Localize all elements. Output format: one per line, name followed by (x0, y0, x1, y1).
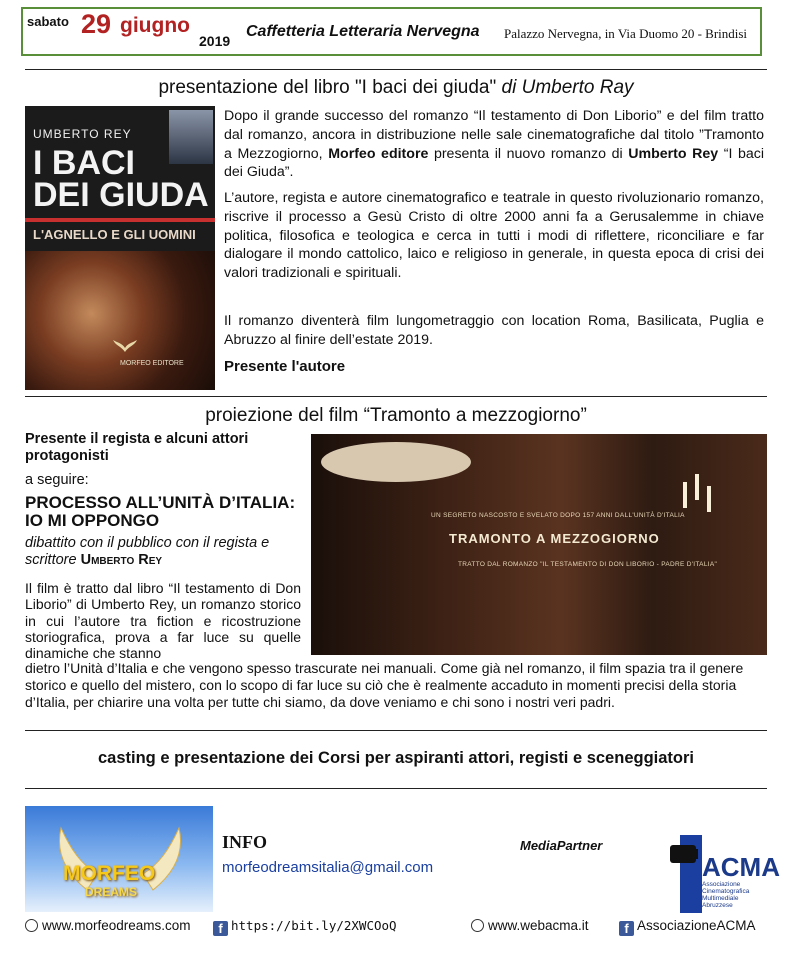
casting-text: casting e presentazione dei Corsi per aspiranti attori, registi e sceneggiatori (97, 749, 694, 767)
morfeo-dreams-logo (25, 806, 213, 912)
facebook-short-link[interactable] (213, 918, 397, 936)
divider (25, 730, 767, 731)
a-seguire: a seguire: (25, 472, 89, 488)
publisher-name: Morfeo editore (328, 145, 429, 162)
still-title: TRAMONTO A MEZZOGIORNO (449, 531, 660, 546)
divider (25, 788, 767, 789)
book-paragraph-1 (224, 107, 764, 182)
event-day: sabato (27, 14, 69, 29)
cover-title-line2: DEI GIUDA (33, 176, 209, 214)
book-paragraph-3: Il romanzo diventerà film lungometraggio con location Roma, Basilicata, Puglia e Abruzzo al finire dell’estate 2019. (224, 313, 764, 348)
presente-regista: Presente il regista e alcuni attori protagonisti (25, 431, 249, 464)
film-title-name: “Tramonto a mezzogiorno” (363, 405, 587, 426)
divider (25, 69, 767, 70)
author-photo (169, 110, 213, 164)
acma-website-link[interactable] (471, 918, 589, 933)
dibattito (25, 535, 301, 569)
info-title: INFO (222, 832, 267, 852)
cover-publisher: MORFEO EDITORE (120, 360, 184, 367)
event-venue: Caffetteria Letteraria Nervegna (246, 23, 480, 40)
hat-shape (321, 442, 471, 482)
facebook-icon: f (213, 921, 228, 936)
website-link[interactable] (25, 918, 191, 933)
film-still-image (311, 434, 767, 655)
book-title-author: di Umberto Ray (501, 77, 634, 98)
book-paragraph-2: L’autore, regista e autore cinematografico e teatrale in questo rivoluzionario romanzo, riscrive il processo a Gesù Cristo di oltre 2000 anni fa a Gerusalemme in chiave politica, filosofica e teologica e cerca in tutti i modi di riflettere, riconciliare e far dialogare il mondo cattolico, laico e religioso in generale, in questa epoca di crisi dei valori tradizionali e spirituali. (224, 190, 764, 282)
event-month: giugno (120, 14, 190, 37)
director-name: Umberto Rey (80, 552, 163, 568)
mediapartner-label: MediaPartner (520, 838, 603, 853)
para1-text: Dopo il grande successo del romanzo “Il testamento di Don Liborio” e del film tratto dal romanzo, ancora in distribuzione nelle sale cinematografiche dal titolo ”Tramonto a Mezzogiorno, (224, 108, 764, 162)
cover-title-line1: I BACI (33, 144, 135, 182)
candle (695, 474, 699, 500)
film-title-prefix: proiezione del film (205, 405, 359, 426)
still-tagline: UN SEGRETO NASCOSTO E SVELATO DOPO 157 ANNI DALL'UNITÀ D'ITALIA (431, 512, 685, 519)
processo-title: PROCESSO ALL’UNITÀ D’ITALIA: IO MI OPPONGO (25, 493, 296, 530)
divider (25, 396, 767, 397)
book-title-prefix: presentazione del libro (158, 77, 350, 98)
book-cover-image (25, 106, 215, 390)
cover-author: UMBERTO REY (33, 127, 132, 141)
info-email-link[interactable]: morfeodreamsitalia@gmail.com (222, 859, 434, 876)
film-section-title (25, 405, 767, 427)
candle (683, 482, 687, 508)
morfeo-logo-subtext: DREAMS (85, 885, 138, 899)
book-title-name: "I baci dei giuda" (354, 77, 497, 98)
globe-icon (471, 919, 484, 932)
cover-subtitle: L'AGNELLO E GLI UOMINI (33, 227, 196, 242)
book-section-title (25, 77, 767, 99)
cover-red-bar (25, 218, 215, 222)
globe-icon (25, 919, 38, 932)
morfeo-logo-text: MORFEO (63, 862, 156, 885)
facebook-short-link-text: https://bit.ly/2XWCOoQ (231, 918, 397, 933)
cover-painting (25, 251, 215, 390)
event-year: 2019 (199, 33, 231, 49)
acma-name: ACMA (702, 852, 780, 882)
website-link-text: www.morfeodreams.com (42, 918, 191, 933)
para1-text-3: “I baci dei Giuda”. (224, 145, 764, 181)
acma-description: Associazione Cinematografica Multimediale Abruzzese (702, 881, 750, 909)
facebook-icon: f (619, 921, 634, 936)
dibattito-text: dibattito con il pubblico con il regista e scrittore (25, 535, 270, 568)
event-date-number: 29 (81, 9, 112, 39)
event-address: Palazzo Nervegna, in Via Duomo 20 - Brindisi (504, 26, 748, 41)
para1-text-2: presenta il nuovo romanzo di (428, 145, 629, 162)
author-name: Umberto Rey (628, 145, 719, 162)
acma-facebook-link-text: AssociazioneACMA (637, 918, 756, 933)
film-description-continued: dietro l’Unità d’Italia e che vengono spesso trascurate nei manuali. Come già nel romanzo, il film spazia tra il genere storico e quello del mistero, con lo scopo di far luce su ciò che è realmente accaduto in momenti precisi della storia d’Italia, per chiarire una volta per tutte chi siamo, da dove veniamo e chi sono i nostri veri padri. (25, 660, 744, 710)
acma-website-link-text: www.webacma.it (488, 918, 589, 933)
acma-facebook-link[interactable] (619, 918, 756, 936)
film-description: Il film è tratto dal libro “Il testamento di Don Liborio” di Umberto Rey, un romanzo storico in cui l’autore tra fiction e ricostruzione storiografica, prova a far luce su quelle dinamiche che stanno (25, 580, 301, 662)
wings-logo-icon (113, 338, 137, 354)
still-subtitle: TRATTO DAL ROMANZO "IL TESTAMENTO DI DON LIBORIO - PADRE D'ITALIA" (458, 561, 718, 568)
candle (707, 486, 711, 512)
presente-autore: Presente l'autore (224, 358, 346, 375)
